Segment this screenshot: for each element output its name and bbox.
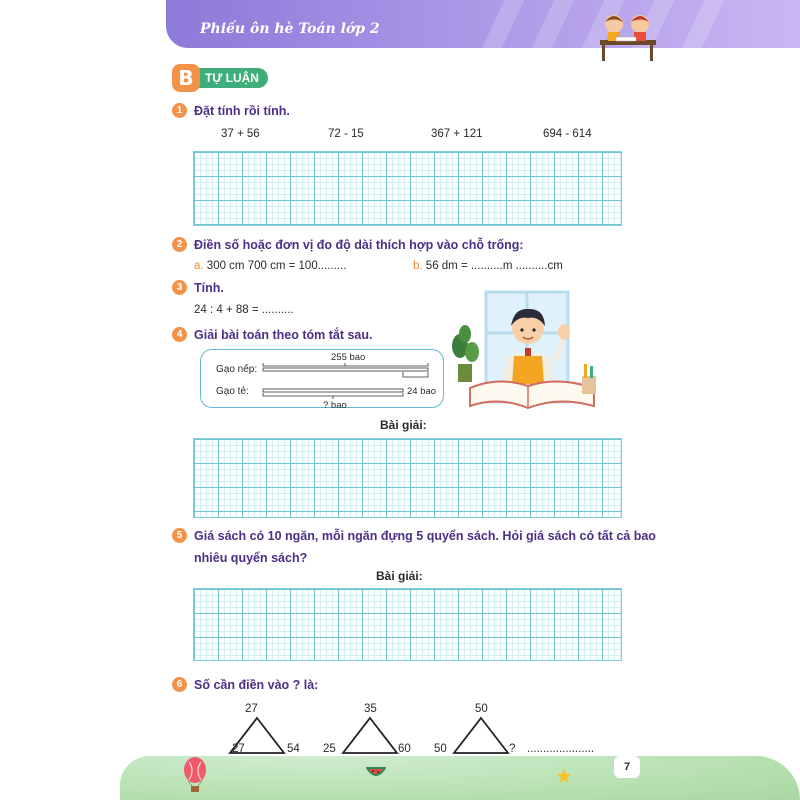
question-number: 1 xyxy=(172,103,187,118)
summary-label-nep: Gạo nếp: xyxy=(216,364,258,375)
triangle-shape xyxy=(339,716,401,756)
segment-diagram xyxy=(258,358,438,404)
worksheet-title: Phiếu ôn hè Toán lớp 2 xyxy=(200,21,380,37)
answer-grid[interactable] xyxy=(193,438,622,518)
question-title: Số cần điền vào ? là: xyxy=(194,678,319,692)
part-a-marker: a. xyxy=(194,260,204,272)
triangle-right-value: ? xyxy=(509,743,516,755)
star-icon xyxy=(556,768,572,784)
triangle-left-value: 50 xyxy=(434,743,447,755)
question-title: Đặt tính rồi tính. xyxy=(194,104,290,118)
summary-value-total: 255 bao xyxy=(331,352,366,363)
section-label: TỰ LUẬN xyxy=(196,68,268,88)
triangle-left-value: 25 xyxy=(323,743,336,755)
triangle-top-value: 35 xyxy=(364,703,377,715)
summary-unknown: ? bao xyxy=(323,400,347,411)
expression[interactable]: 24 : 4 + 88 = .......... xyxy=(194,304,294,316)
triangle-right-value: 54 xyxy=(287,743,300,755)
section-letter: B xyxy=(172,64,200,92)
part-b xyxy=(413,260,563,272)
calc-item: 367 + 121 xyxy=(431,128,483,140)
question-title-line2: nhiêu quyển sách? xyxy=(194,551,308,565)
answer-grid[interactable] xyxy=(193,588,622,661)
triangle-shape xyxy=(450,716,512,756)
part-b-marker: b. xyxy=(413,260,423,272)
question-number: 6 xyxy=(172,677,187,692)
triangle-left-value: 27 xyxy=(232,743,245,755)
question-title-line1: Giá sách có 10 ngăn, mỗi ngăn đựng 5 quyển sách. Hỏi giá sách có tất cả bao xyxy=(194,529,656,543)
question-number: 3 xyxy=(172,280,187,295)
solution-label: Bài giải: xyxy=(380,418,427,432)
question-title: Tính. xyxy=(194,281,224,295)
summary-label-te: Gạo tẻ: xyxy=(216,386,249,397)
summary-value-diff: 24 bao xyxy=(407,386,437,397)
question-number: 5 xyxy=(172,528,187,543)
solution-label: Bài giải: xyxy=(376,569,423,583)
calc-item: 37 + 56 xyxy=(221,128,260,140)
triangle-top-value: 50 xyxy=(475,703,488,715)
question-number: 4 xyxy=(172,327,187,342)
question-title: Giải bài toán theo tóm tắt sau. xyxy=(194,328,373,342)
boy-reading-illustration xyxy=(448,288,606,418)
calc-item: 694 - 614 xyxy=(543,128,592,140)
triangle-top-value: 27 xyxy=(245,703,258,715)
part-a-text[interactable]: 300 cm 700 cm = 100......... xyxy=(206,260,347,272)
kids-illustration xyxy=(594,10,664,62)
triangle-right-value: 60 xyxy=(398,743,411,755)
question-number: 2 xyxy=(172,237,187,252)
hot-air-balloon-icon xyxy=(180,756,210,796)
question-title: Điền số hoặc đơn vị đo độ dài thích hợp vào chỗ trống: xyxy=(194,238,524,252)
part-a xyxy=(194,260,346,272)
answer-grid[interactable] xyxy=(193,151,622,226)
calc-item: 72 - 15 xyxy=(328,128,364,140)
watermelon-icon xyxy=(366,766,386,780)
triangle-shape xyxy=(226,716,288,756)
page-number: 7 xyxy=(614,756,640,778)
footer-ground xyxy=(120,756,800,800)
part-b-text[interactable]: 56 dm = ..........m ..........cm xyxy=(425,260,563,272)
answer-blank[interactable]: ..................... xyxy=(527,743,595,755)
